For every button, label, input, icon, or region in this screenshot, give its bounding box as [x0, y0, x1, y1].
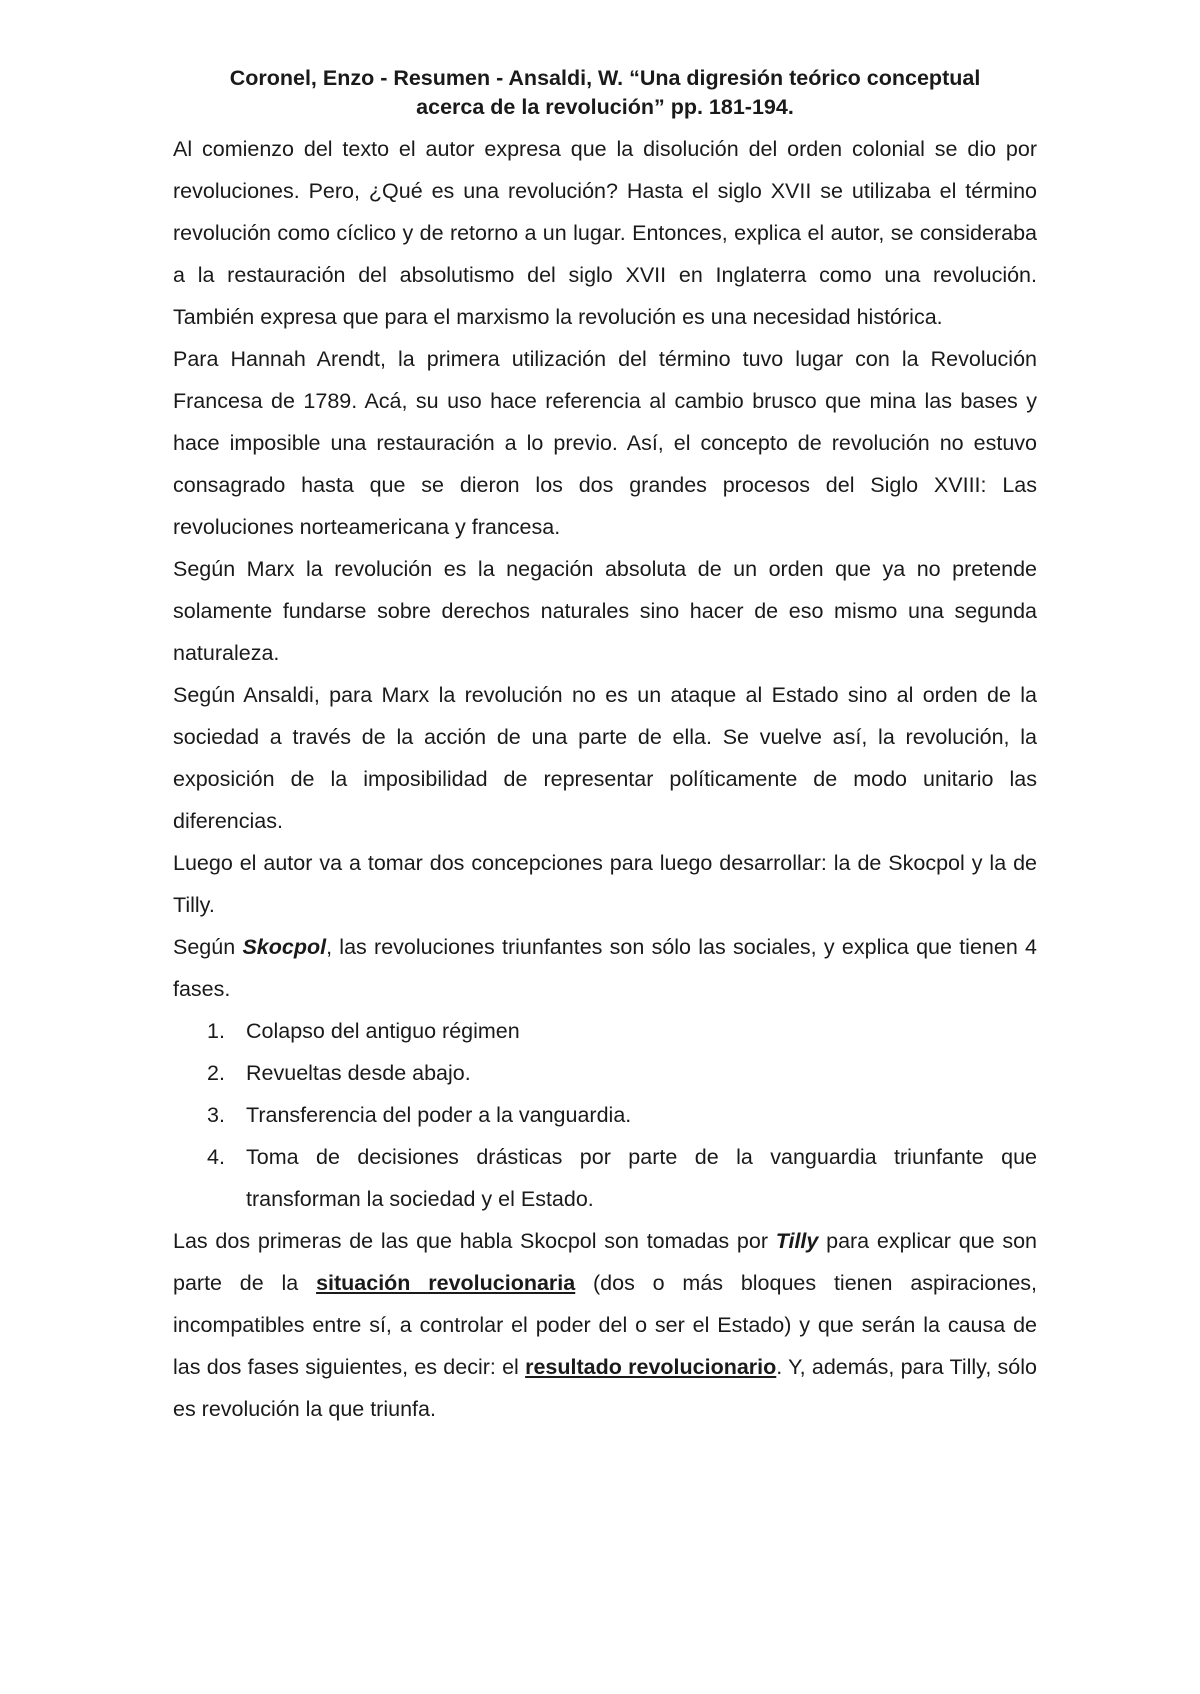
paragraph-arendt: Para Hannah Arendt, la primera utilización del término tuvo lugar con la Revolución Francesa de 1789. Acá, su uso hace referencia al cambio brusco que mina las bases y hace imposible una restauración a lo previo. Así, el concepto de revolución no estuvo consagrado hasta que se dieron los dos grandes procesos del Siglo XVIII: Las revoluciones norteamericana y francesa. [173, 347, 1037, 539]
skocpol-name: Skocpol [242, 935, 327, 959]
list-item-text: Colapso del antiguo régimen [246, 1019, 520, 1043]
tilly-text-3: (dos o más bloques tienen aspiraciones, incompatibles entre sí, a controlar el poder del o ser el Estado) y que serán la causa de las dos fases siguientes, es decir: el [173, 1271, 1037, 1379]
tilly-text-4: . Y, además, para Tilly, sólo es revolución la que triunfa. [173, 1355, 1037, 1421]
list-item-number: 1. [207, 1019, 225, 1043]
paragraph-ansaldi: Según Ansaldi, para Marx la revolución no es un ataque al Estado sino al orden de la sociedad a través de la acción de una parte de ella. Se vuelve así, la revolución, la exposición de la imposibilidad de representar políticamente de modo unitario las diferencias. [173, 683, 1037, 833]
list-item-number: 3. [207, 1103, 225, 1127]
list-item [173, 1094, 1037, 1136]
paragraph-concepciones: Luego el autor va a tomar dos concepciones para luego desarrollar: la de Skocpol y la de Tilly. [173, 851, 1037, 917]
list-item-number: 4. [207, 1145, 225, 1169]
paragraph-skocpol [173, 926, 1037, 1010]
list-item-text: Toma de decisiones drásticas por parte de la vanguardia triunfante que transforman la sociedad y el Estado. [246, 1145, 1037, 1211]
list-item [173, 1010, 1037, 1052]
paragraph-tilly [173, 1220, 1037, 1430]
document-page [173, 64, 1037, 1430]
tilly-text-1: Las dos primeras de las que habla Skocpol son tomadas por [173, 1229, 776, 1253]
term-situacion-revolucionaria: situación revolucionaria [316, 1271, 576, 1295]
skocpol-suffix: , las revoluciones triunfantes son sólo las sociales, y explica que tienen 4 fases. [173, 935, 1037, 1001]
paragraph-intro: Al comienzo del texto el autor expresa que la disolución del orden colonial se dio por revoluciones. Pero, ¿Qué es una revolución? Hasta el siglo XVII se utilizaba el término revolución como cíclico y de retorno a un lugar. Entonces, explica el autor, se consideraba a la restauración del absolutismo del siglo XVII en Inglaterra como una revolución. También expresa que para el marxismo la revolución es una necesidad histórica. [173, 137, 1037, 329]
list-item-text: Transferencia del poder a la vanguardia. [246, 1103, 632, 1127]
skocpol-prefix: Según [173, 935, 243, 959]
document-title [173, 64, 1037, 122]
paragraph-marx: Según Marx la revolución es la negación absoluta de un orden que ya no pretende solamente fundarse sobre derechos naturales sino hacer de eso mismo una segunda naturaleza. [173, 557, 1037, 665]
list-item [173, 1136, 1037, 1220]
list-item-number: 2. [207, 1061, 225, 1085]
title-line-2: acerca de la revolución” pp. 181-194. [416, 95, 794, 119]
tilly-name: Tilly [775, 1229, 819, 1253]
list-item-text: Revueltas desde abajo. [246, 1061, 471, 1085]
list-item [173, 1052, 1037, 1094]
tilly-text-2: para explicar que son parte de la [173, 1229, 1037, 1295]
phases-list [173, 1010, 1037, 1220]
title-line-1: Coronel, Enzo - Resumen - Ansaldi, W. “Una digresión teórico conceptual [229, 66, 981, 90]
term-resultado-revolucionario: resultado revolucionario [525, 1355, 777, 1379]
